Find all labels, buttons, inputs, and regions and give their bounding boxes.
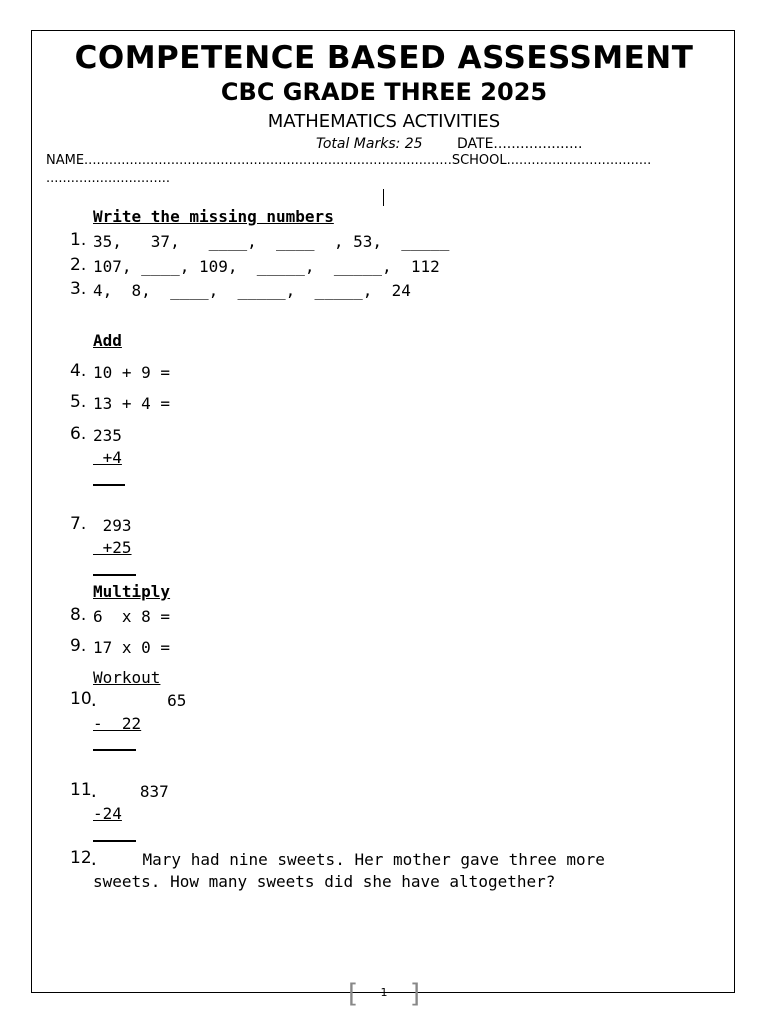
question-text: 4, 8, ____, _____, _____, 24: [93, 281, 411, 300]
question-number: 1.: [70, 230, 87, 250]
word-problem-line-1: Mary had nine sweets. Her mother gave three more: [104, 850, 605, 869]
page-number: 1: [380, 986, 388, 999]
answer-line: [93, 484, 125, 486]
word-problem-line-2: sweets. How many sweets did she have altogether?: [93, 872, 556, 891]
subtraction-top-number: 837: [111, 782, 169, 801]
question-number: 11: [70, 780, 92, 800]
subject-title: MATHEMATICS ACTIVITIES: [267, 111, 501, 132]
grade-title: CBC GRADE THREE 2025: [220, 78, 548, 106]
question-number: 10: [70, 689, 92, 709]
question-number: 4.: [70, 361, 87, 381]
section-heading-missing-numbers: Write the missing numbers: [93, 207, 334, 226]
addition-top-number: 235: [93, 426, 122, 445]
question-text: 17 x 0 =: [93, 638, 171, 657]
section-heading-multiply: Multiply: [93, 582, 171, 601]
question-number: 6.: [70, 424, 87, 444]
total-marks: Total Marks: 25: [316, 136, 423, 152]
subtraction-bottom-number: -24: [93, 804, 122, 823]
answer-line: [93, 749, 136, 751]
question-number-dot: .: [89, 691, 99, 710]
question-text: 35, 37, ____, ____ , 53, _____: [93, 232, 450, 251]
subtraction-bottom-number: - 22: [93, 714, 142, 733]
question-number: 5.: [70, 392, 87, 412]
question-text: 6 x 8 =: [93, 607, 171, 626]
addition-bottom-number: +25: [93, 538, 132, 557]
question-text: 107, ____, 109, _____, _____, 112: [93, 257, 440, 276]
question-number: 8.: [70, 605, 87, 625]
left-bracket-icon: [: [348, 979, 359, 1009]
section-heading-add: Add: [93, 331, 122, 350]
question-number-dot: .: [89, 850, 99, 869]
addition-top-number: 293: [93, 516, 132, 535]
question-number: 2.: [70, 255, 87, 275]
name-school-line-continued: ..............................: [46, 171, 170, 186]
assessment-title: COMPETENCE BASED ASSESSMENT: [74, 40, 694, 76]
question-text: 10 + 9 =: [93, 363, 171, 382]
date-line: DATE....................: [457, 136, 583, 152]
subtraction-top-number: 65: [119, 691, 187, 710]
addition-bottom-number: +4: [93, 448, 122, 467]
question-number: 3.: [70, 279, 87, 299]
name-school-line: NAME.........................................................................................SCHOOL...................................: [46, 153, 652, 168]
question-number: 9.: [70, 636, 87, 656]
question-number: 7.: [70, 514, 87, 534]
right-bracket-icon: ]: [409, 979, 420, 1009]
text-cursor: [383, 189, 384, 206]
answer-line: [93, 840, 136, 842]
question-number: 12: [70, 848, 92, 868]
answer-line: [93, 574, 136, 576]
section-heading-workout: Workout: [93, 668, 161, 687]
page-number-footer: [348, 980, 420, 1008]
question-number-dot: .: [89, 782, 99, 801]
question-text: 13 + 4 =: [93, 394, 171, 413]
